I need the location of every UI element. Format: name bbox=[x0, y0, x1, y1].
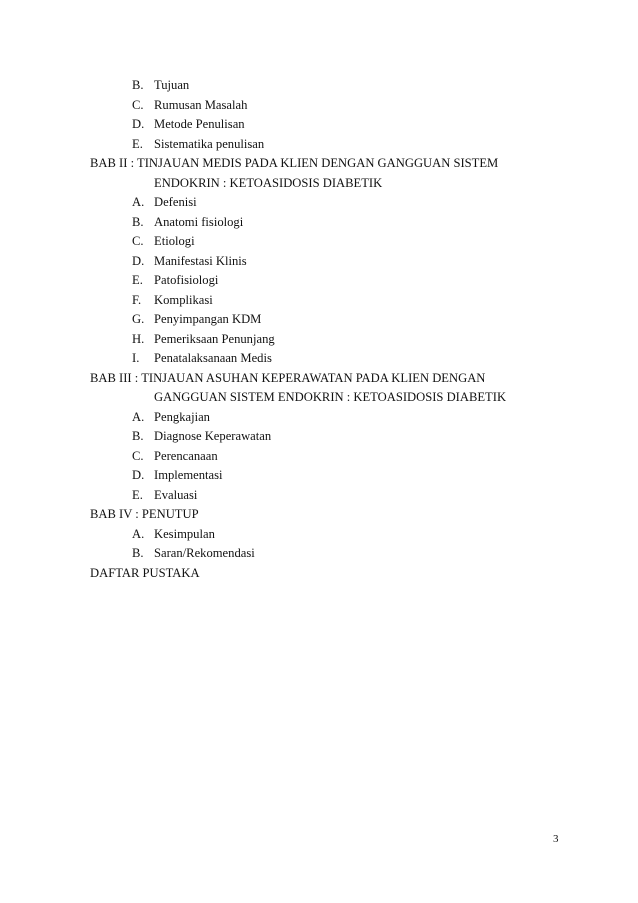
item-text: Patofisiologi bbox=[154, 273, 219, 287]
item-letter: E. bbox=[132, 273, 143, 287]
item-text: Anatomi fisiologi bbox=[154, 215, 244, 229]
item-text: Etiologi bbox=[154, 234, 195, 248]
toc-item-saran-rekomendasi bbox=[132, 544, 255, 563]
toc-daftar-pustaka: DAFTAR PUSTAKA bbox=[90, 566, 200, 580]
item-letter: D. bbox=[132, 254, 145, 268]
item-letter: C. bbox=[132, 98, 144, 112]
toc-item-komplikasi bbox=[132, 291, 213, 310]
item-text: Rumusan Masalah bbox=[154, 98, 248, 112]
toc-item-manifestasi-klinis bbox=[132, 252, 247, 271]
item-letter: C. bbox=[132, 449, 144, 463]
chapter-title-bab-iii-continuation: GANGGUAN SISTEM ENDOKRIN : KETOASIDOSIS DIABETIK bbox=[154, 390, 507, 404]
toc-item-penyimpangan-kdm bbox=[132, 310, 261, 329]
item-letter: E. bbox=[132, 137, 143, 151]
item-letter: B. bbox=[132, 546, 144, 560]
item-text: Manifestasi Klinis bbox=[154, 254, 247, 268]
item-letter: A. bbox=[132, 195, 145, 209]
toc-item-anatomi-fisiologi bbox=[132, 213, 243, 232]
toc-item-evaluasi bbox=[132, 486, 197, 505]
toc-item-kesimpulan bbox=[132, 525, 215, 544]
toc-item-patofisiologi bbox=[132, 271, 218, 290]
toc-item-defenisi bbox=[132, 193, 197, 212]
item-letter: A. bbox=[132, 410, 145, 424]
chapter-title-bab-iii: BAB III : TINJAUAN ASUHAN KEPERAWATAN PADA KLIEN DENGAN bbox=[90, 371, 486, 385]
item-text: Tujuan bbox=[154, 78, 190, 92]
item-text: Pengkajian bbox=[154, 410, 210, 424]
item-text: Implementasi bbox=[154, 468, 223, 482]
item-text: Kesimpulan bbox=[154, 527, 215, 541]
toc-item-pengkajian bbox=[132, 408, 210, 427]
item-letter: E. bbox=[132, 488, 143, 502]
toc-item-perencanaan bbox=[132, 447, 218, 466]
toc-item-penatalaksanaan-medis bbox=[132, 349, 272, 368]
item-letter: A. bbox=[132, 527, 145, 541]
item-letter: C. bbox=[132, 234, 144, 248]
item-text: Komplikasi bbox=[154, 293, 213, 307]
item-letter: D. bbox=[132, 117, 145, 131]
item-letter: D. bbox=[132, 468, 145, 482]
item-text: Diagnose Keperawatan bbox=[154, 429, 272, 443]
item-letter: H. bbox=[132, 332, 145, 346]
item-letter: B. bbox=[132, 429, 144, 443]
item-text: Sistematika penulisan bbox=[154, 137, 265, 151]
page-number: 3 bbox=[553, 833, 559, 845]
chapter-title-bab-iv: BAB IV : PENUTUP bbox=[90, 507, 199, 521]
item-text: Penatalaksanaan Medis bbox=[154, 351, 272, 365]
item-letter: B. bbox=[132, 78, 144, 92]
item-text: Metode Penulisan bbox=[154, 117, 245, 131]
toc-item-diagnose-keperawatan bbox=[132, 427, 271, 446]
item-text: Defenisi bbox=[154, 195, 197, 209]
item-letter: F. bbox=[132, 293, 142, 307]
item-letter: B. bbox=[132, 215, 144, 229]
item-text: Penyimpangan KDM bbox=[154, 312, 262, 326]
item-text: Saran/Rekomendasi bbox=[154, 546, 255, 560]
chapter-title-bab-ii-continuation: ENDOKRIN : KETOASIDOSIS DIABETIK bbox=[154, 176, 383, 190]
toc-item-rumusan-masalah bbox=[132, 96, 247, 115]
item-text: Evaluasi bbox=[154, 488, 198, 502]
toc-item-tujuan bbox=[132, 76, 189, 95]
item-text: Perencanaan bbox=[154, 449, 218, 463]
chapter-title-bab-ii: BAB II : TINJAUAN MEDIS PADA KLIEN DENGAN GANGGUAN SISTEM bbox=[90, 156, 499, 170]
toc-item-metode-penulisan bbox=[132, 115, 245, 134]
toc-item-etiologi bbox=[132, 232, 195, 251]
toc-item-pemeriksaan-penunjang bbox=[132, 330, 275, 349]
item-letter: I. bbox=[132, 351, 140, 365]
item-text: Pemeriksaan Penunjang bbox=[154, 332, 275, 346]
item-letter: G. bbox=[132, 312, 145, 326]
toc-item-implementasi bbox=[132, 466, 223, 485]
toc-item-sistematika-penulisan bbox=[132, 135, 264, 154]
